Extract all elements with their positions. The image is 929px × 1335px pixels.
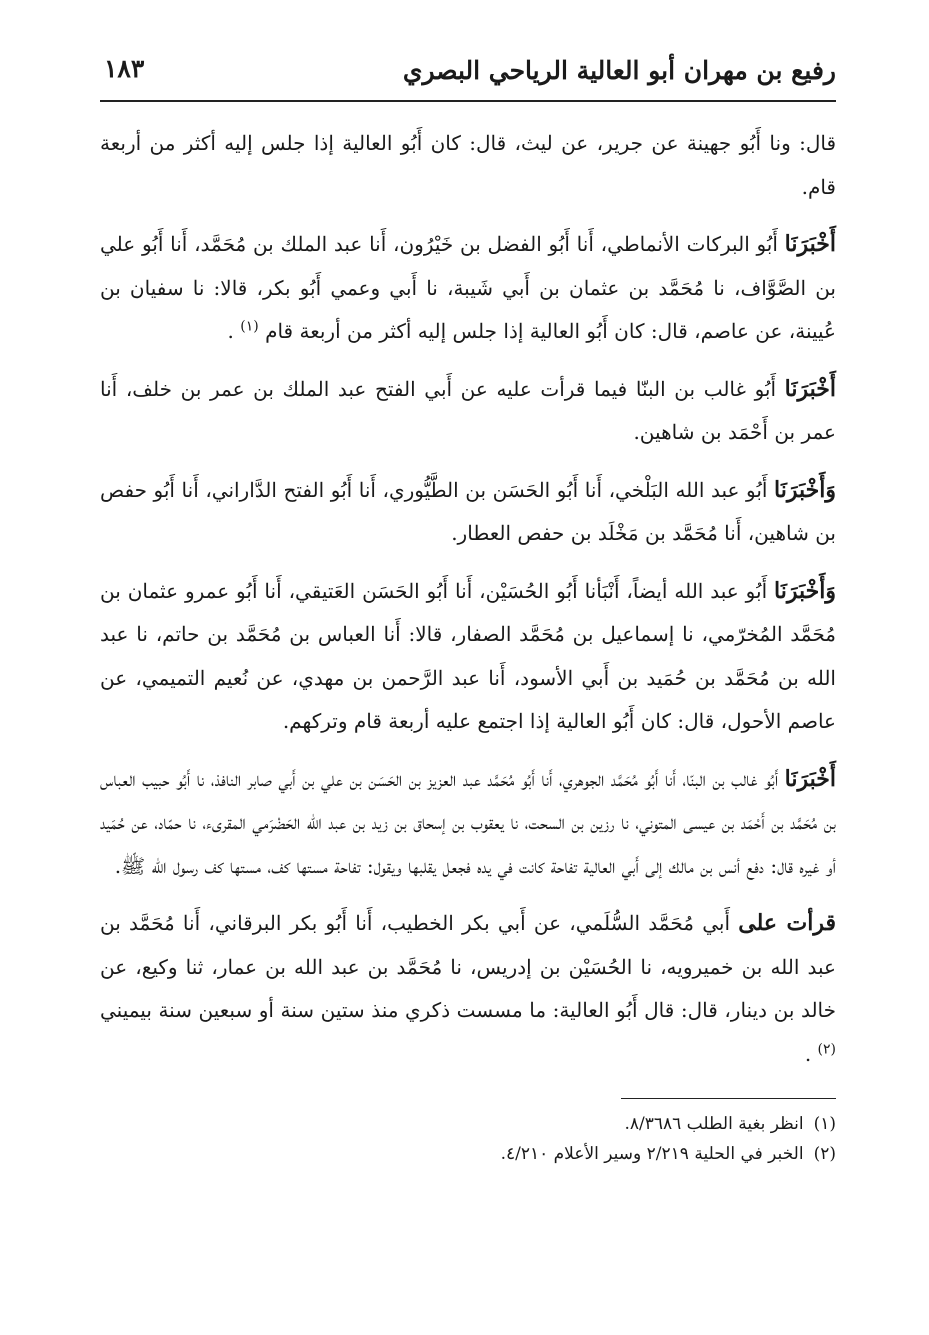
footnote-ref-2[interactable]: (٢) (817, 1040, 836, 1057)
page (100, 48, 836, 1169)
paragraph-text: أَبي مُحَمَّد السُّلَمي، عن أَبي بكر الخطيب، أَنا أَبُو بكر البرقاني، أَنا مُحَمَّد بن عبد الله بن خميرويه، نا الحُسَيْن بن إدريس، نا مُحَمَّد بن عبد الله بن عمار، ثنا وكيع، عن خالد بن دينار، قال: قال أَبُو العالية: ما مسست ذكري منذ ستين سنة أو سبعين سنة بيميني (100, 911, 836, 1022)
footnote-2 (100, 1139, 836, 1169)
paragraph-7 (100, 902, 836, 1076)
footnote-text: الخبر في الحلية ٢/٢١٩ وسير الأعلام ٤/٢١٠. (500, 1144, 804, 1164)
paragraph-3 (100, 368, 836, 455)
footnotes (100, 1094, 836, 1169)
paragraph-lead: أَخْبَرَنَا (784, 765, 836, 792)
paragraph-1 (100, 122, 836, 209)
footnote-ref-1[interactable]: (١) (240, 318, 259, 335)
paragraph-lead: وَأَخْبَرَنَا (774, 577, 836, 604)
paragraph-text: أَبُو البركات الأنماطي، أَنا أَبُو الفضل بن خَيْرُون، أَنا عبد الملك بن مُحَمَّد، أَنا أَبُو علي بن الصَّوَّاف، نا مُحَمَّد بن عثمان بن أَبي شَيبة، نا أَبي وعمي أَبُو بكر، قالا: نا سفيان بن عُيينة، عن عاصم، قال: كان أَبُو العالية إذا جلس إليه أكثر من أربعة قام (100, 232, 837, 343)
running-head: رفيع بن مهران أبو العالية الرياحي البصري (402, 56, 836, 85)
paragraph-tail: . (804, 1041, 818, 1066)
footnote-text: انظر بغية الطلب ٨/٣٦٨٦. (624, 1114, 804, 1134)
paragraph-text: قال: ونا أَبُو جهينة عن جرير، عن ليث، قال: كان أَبُو العالية إذا جلس إليه أكثر من أربعة قام. (100, 131, 836, 199)
paragraph-5 (100, 570, 836, 744)
footnote-divider (621, 1098, 836, 1099)
paragraph-text: أَبُو غالب بن البنّا فيما قرأت عليه عن أَبي الفتح عبد الملك بن عمر بن خلف، أَنا عمر بن أَحْمَد بن شاهين. (100, 376, 836, 444)
page-number: ١٨٣ (104, 54, 145, 83)
page-body (100, 122, 836, 1076)
paragraph-tail: . (227, 319, 241, 343)
paragraph-text: أَبُو عبد الله أيضاً، أَنْبَأنا أَبُو الحُسَيْن، أَنا أَبُو الحَسَن العَتيقي، أَنا أَبُو عمرو عثمان بن مُحَمَّد المُخرّمي، نا إسماعيل بن مُحَمَّد الصفار، قالا: أَنا العباس بن مُحَمَّد بن حاتم، نا عبد الله بن مُحَمَّد بن حُمَيد بن أَبي الأسود، أَنا عبد الرَّحمن بن مهدي، عن نُعيم التميمي، عن عاصم الأحول، قال: كان أَبُو العالية إذا اجتمع عليه أربعة قام وتركهم. (100, 578, 836, 733)
footnote-number: (١) (813, 1114, 836, 1134)
paragraph-lead: قرأت على (738, 910, 836, 936)
page-header (100, 48, 836, 102)
footnote-number: (٢) (813, 1144, 836, 1164)
paragraph-text: أَبُو عبد الله البَلْخي، أَنا أَبُو الحَسَن بن الطَّيُّوري، أَنا أَبُو الفتح الدَّاراني، أَنا أَبُو حفص بن شاهين، أَنا مُحَمَّد بن مَخْلَد بن حفص العطار. (100, 477, 836, 545)
paragraph-text: أَبُو غالب بن البنّا، أَنا أَبُو مُحَمَّد الجوهري، أَنا أَبُو مُحَمَّد عبد العزيز بن الحَسَن بن علي بن أَبي صابر النافذ، نا أَبُو حبيب العباس بن مُحَمَّد بن أَحْمَد بن عيسى المتوني، نا رزين بن السحت، نا يعقوب بن إسحاق بن زيد بن عبد الله الحَضْرَمي المقرىء، نا حمّاد، عن حُمَيد أو غيره قال: دفع أنس بن مالك إلى أَبي العالية تفاحة كانت في يده فجعل يقلبها ويقول: تفاحة مستها كف، مستها كف رسول الله ﷺ. (100, 766, 836, 878)
paragraph-lead: أَخْبَرَنَا (784, 375, 836, 402)
paragraph-lead: وَأَخْبَرَنَا (774, 476, 836, 503)
paragraph-2 (100, 223, 836, 354)
footnote-1 (100, 1109, 836, 1139)
paragraph-lead: أَخْبَرَنَا (784, 231, 836, 257)
paragraph-6 (100, 758, 836, 889)
paragraph-4 (100, 469, 836, 556)
